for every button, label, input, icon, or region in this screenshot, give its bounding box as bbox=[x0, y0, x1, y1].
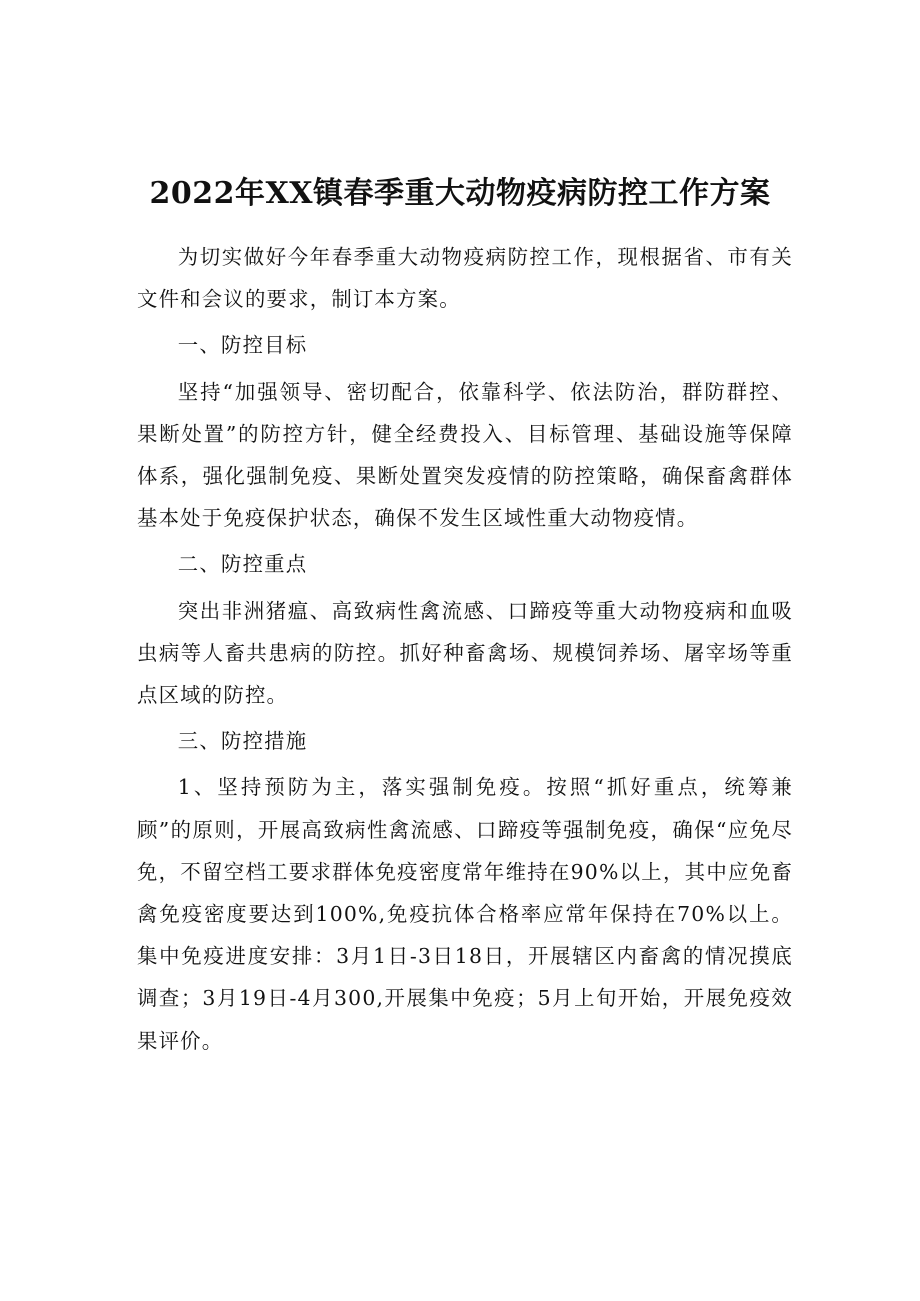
intro-paragraph: 为切实做好今年春季重大动物疫病防控工作，现根据省、市有关文件和会议的要求，制订本方案。 bbox=[137, 245, 793, 312]
goals-paragraph: 坚持“加强领导、密切配合，依靠科学、依法防治，群防群控、果断处置”的防控方针，健全经费投入、目标管理、基础设施等保障体系，强化强制免疫、果断处置突发疫情的防控策略，确保畜禽群体基本处于免疫保护状态，确保不发生区域性重大动物疫情。 bbox=[137, 379, 793, 531]
measures-paragraph: 1、坚持预防为主，落实强制免疫。按照“抓好重点，统筹兼顾”的原则，开展高致病性禽流感、口蹄疫等强制免疫，确保“应免尽免，不留空档工要求群体免疫密度常年维持在90%以上，其中应免畜禽免疫密度要达到100%,免疫抗体合格率应常年保持在70%以上。集中免疫进度安排：3月1日-3日18日，开展辖区内畜禽的情况摸底调查；3月19日-4月300,开展集中免疫；5月上旬开始，开展免疫效果评价。 bbox=[137, 775, 793, 1053]
section-heading-goals: 一、防控目标 bbox=[177, 333, 308, 358]
focus-paragraph: 突出非洲猪瘟、高致病性禽流感、口蹄疫等重大动物疫病和血吸虫病等人畜共患病的防控。抓好种畜禽场、规模饲养场、屠宰场等重点区域的防控。 bbox=[137, 598, 793, 708]
section-heading-focus: 二、防控重点 bbox=[177, 552, 308, 577]
document-title: 2022年XX镇春季重大动物疫病防控工作方案 bbox=[149, 176, 771, 211]
document-body bbox=[137, 236, 793, 1066]
section-heading-measures: 三、防控措施 bbox=[177, 729, 308, 754]
